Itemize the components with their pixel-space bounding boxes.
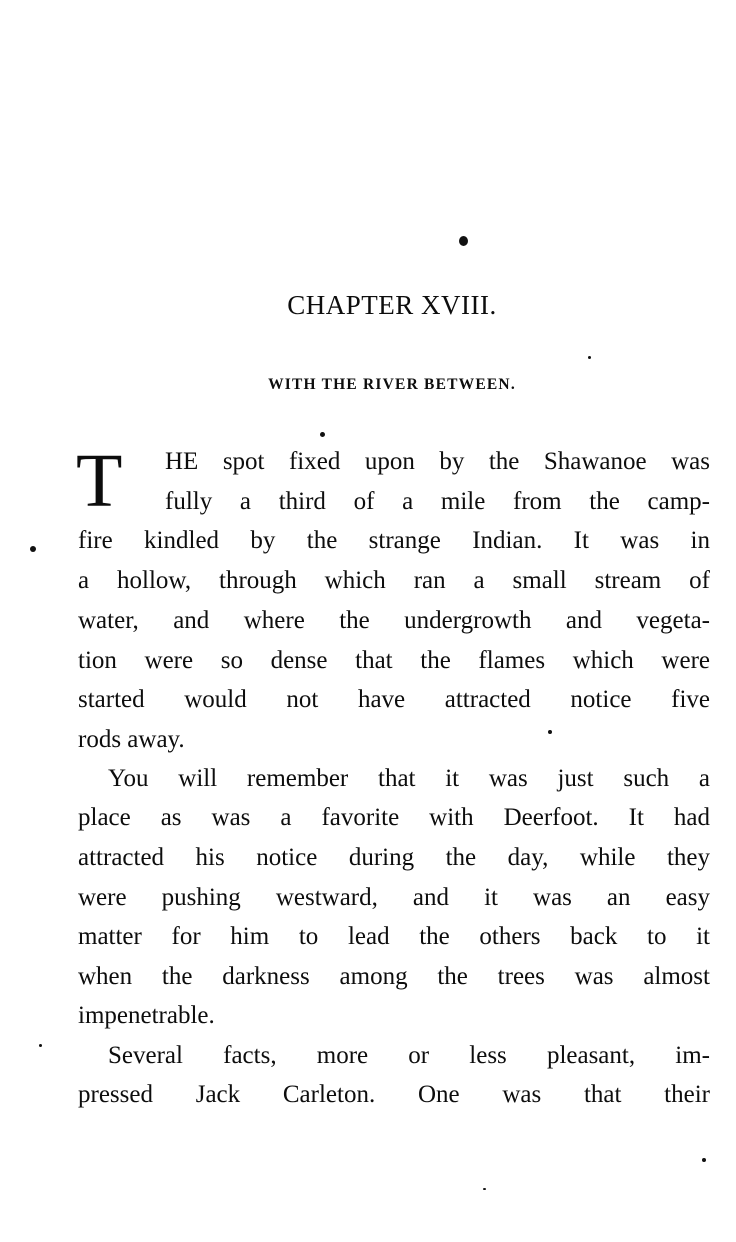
chapter-title: CHAPTER XVIII. (287, 290, 497, 320)
text-line: HE spot fixed upon by the Shawanoe was (165, 448, 710, 475)
text-line: attracted his notice during the day, while they (78, 844, 710, 871)
chapter-subtitle: WITH THE RIVER BETWEEN. (268, 376, 516, 393)
text-line: started would not have attracted notice five (78, 686, 710, 713)
text-line: fully a third of a mile from the camp- (165, 488, 710, 515)
scan-speck (548, 730, 552, 734)
text-line: You will remember that it was just such a (108, 765, 710, 792)
scan-speck (30, 546, 36, 552)
scan-speck (588, 356, 591, 359)
drop-cap: T (76, 439, 123, 523)
text-line: pressed Jack Carleton. One was that their (78, 1081, 710, 1108)
text-line: fire kindled by the strange Indian. It was in (78, 527, 710, 554)
text-line: place as was a favorite with Deerfoot. It had (78, 804, 710, 831)
text-line: when the darkness among the trees was almost (78, 963, 710, 990)
scan-speck (702, 1158, 706, 1162)
text-line: a hollow, through which ran a small stream of (78, 567, 710, 594)
scan-speck (39, 1044, 42, 1047)
scan-speck (483, 1188, 486, 1190)
text-line: impenetrable. (78, 1002, 215, 1029)
text-line: rods away. (78, 726, 185, 753)
text-line: were pushing westward, and it was an easy (78, 884, 710, 911)
text-line: matter for him to lead the others back to it (78, 923, 710, 950)
text-line: tion were so dense that the flames which were (78, 647, 710, 674)
text-line: water, and where the undergrowth and vegeta- (78, 607, 710, 634)
scan-speck (320, 432, 325, 437)
text-line: Several facts, more or less pleasant, im- (108, 1042, 710, 1069)
scan-speck (459, 236, 468, 246)
